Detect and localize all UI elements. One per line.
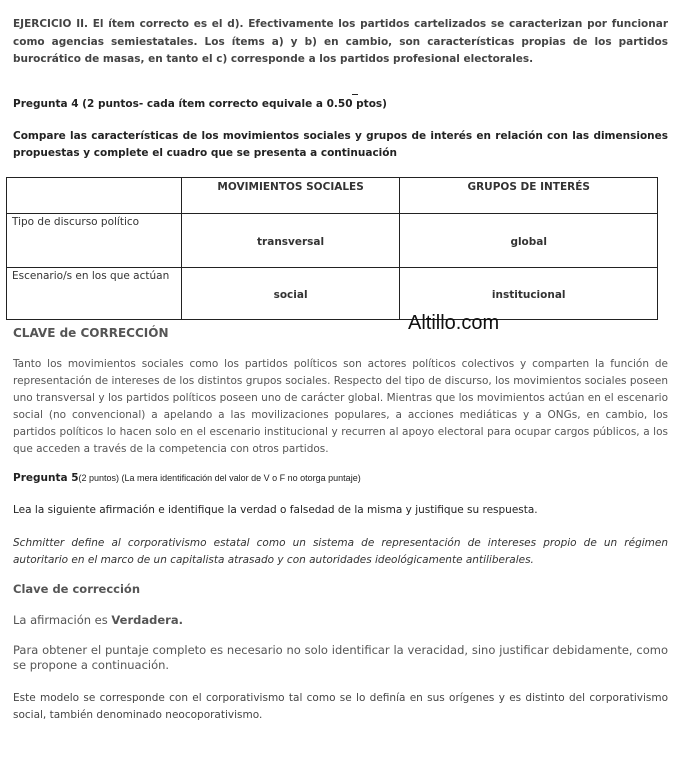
table-row [7, 214, 658, 268]
table-header-movimientos: MOVIMIENTOS SOCIALES [181, 178, 400, 214]
cell-movimientos: transversal [181, 214, 400, 268]
table-header-empty [7, 178, 182, 214]
cell-grupos: global [400, 214, 658, 268]
table-row [7, 268, 658, 320]
cell-grupos: institucional [400, 268, 658, 320]
pregunta-5-title [13, 470, 668, 486]
clave-explanation: Tanto los movimientos sociales como los partidos políticos son actores políticos colectivos y comparten la función de representación de intereses de los distintos grupos sociales. Respecto del tipo de discurso, los movimientos sociales poseen uno transversal y los partidos políticos poseen uno de carácter global. Mientras que los movimientos actúan en el escenario social (no convencional) a apelando a las movilizaciones populares, a acciones mediáticas y a ONGs, en cambio, los partidos políticos lo hacen solo en el escenario institucional y recurren al apoyo electoral para ocupar cargos públicos, a los que acceden a través de la competencia con otros partidos. [13, 358, 668, 455]
model-paragraph: Este modelo se corresponde con el corporativismo tal como se lo definía en sus orígenes y es distinto del corporativismo social, también denominado neocoporativismo. [13, 692, 668, 721]
pregunta-4-title-prefix: Pregunta 4 (2 puntos- cada ítem correcto equivale a 0. [13, 98, 338, 110]
watermark: Altillo.com [408, 312, 500, 334]
row-label: Escenario/s en los que actúan [7, 268, 182, 320]
pregunta-5-statement: Schmitter define al corporativismo estatal como un sistema de representación de intereses propio de un régimen autoritario en el marco de un capitalista atrasado y con autoridades ideológicamente antiliberales. [13, 537, 668, 566]
pregunta-5-label: Pregunta 5 [13, 472, 79, 484]
cell-movimientos: social [181, 268, 400, 320]
justification-paragraph: Para obtener el puntaje completo es necesario no solo identificar la veracidad, sino justificar debidamente, como se propone a continuación. [13, 643, 668, 672]
pregunta-4-instructions: Compare las características de los movimientos sociales y grupos de interés en relación con las dimensiones propuestas y complete el cuadro que se presenta a continuación [13, 130, 668, 159]
table-header-grupos: GRUPOS DE INTERÉS [400, 178, 658, 214]
answer-value: Verdadera. [111, 613, 183, 627]
pregunta-5-instruction: Lea la siguiente afirmación e identifique la verdad o falsedad de la misma y justifique su respuesta. [13, 504, 538, 516]
table-header-row [7, 178, 658, 214]
pregunta-4-points: 50 [337, 98, 353, 110]
comparison-table [6, 177, 658, 320]
pregunta-4-title [13, 96, 668, 113]
clave-2-title: Clave de corrección [13, 582, 140, 596]
row-label: Tipo de discurso político [7, 214, 182, 268]
pregunta-5-note: (2 puntos) (La mera identificación del valor de V o F no otorga puntaje) [78, 473, 361, 483]
answer-prefix: La afirmación es [13, 613, 112, 627]
clave-title: CLAVE de CORRECCIÓN [13, 326, 169, 340]
pregunta-4-title-suffix: ptos) [352, 98, 387, 110]
ejercicio-2-answer: EJERCICIO II. El ítem correcto es el d). Efectivamente los partidos cartelizados se caracterizan por funcionar como agencias semiestatales. Los ítems a) y b) en cambio, son características propias de los partidos burocrático de masas, en tanto el c) corresponde a los partidos profesional electorales. [13, 18, 668, 65]
answer-line [13, 612, 668, 629]
